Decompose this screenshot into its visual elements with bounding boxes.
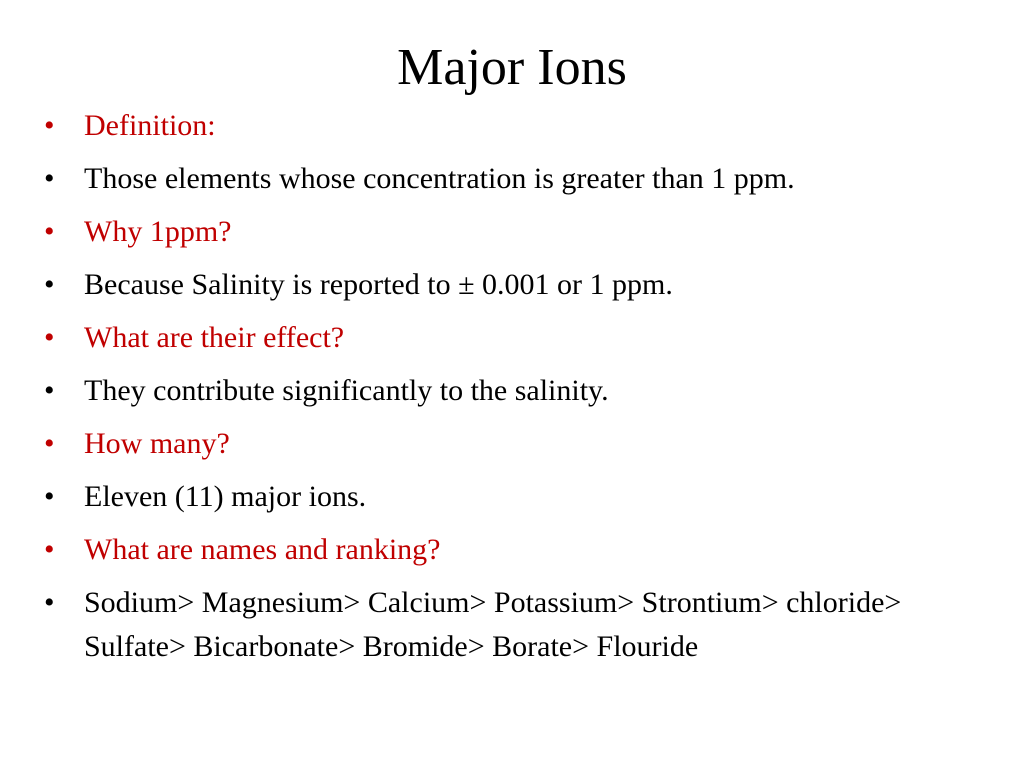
bullet-item — [44, 422, 984, 466]
bullet-text: Because Salinity is reported to ± 0.001 or 1 ppm. — [84, 268, 673, 301]
bullet-item — [44, 263, 984, 307]
slide-title: Major Ions — [397, 39, 627, 96]
bullet-list — [44, 104, 984, 678]
bullet-item — [44, 528, 984, 572]
bullet-item — [44, 475, 984, 519]
bullet-item — [44, 581, 984, 669]
bullet-item — [44, 104, 984, 148]
bullet-item — [44, 369, 984, 413]
bullet-dot-icon: • — [44, 215, 55, 248]
bullet-dot-icon: • — [44, 533, 55, 566]
bullet-dot-icon: • — [44, 162, 55, 195]
bullet-item — [44, 157, 984, 201]
bullet-text: What are names and ranking? — [84, 533, 441, 566]
bullet-text: Eleven (11) major ions. — [84, 480, 367, 513]
bullet-text: Why 1ppm? — [84, 215, 232, 248]
bullet-dot-icon: • — [44, 427, 55, 460]
bullet-item — [44, 316, 984, 360]
bullet-dot-icon: • — [44, 586, 55, 619]
bullet-text: They contribute significantly to the salinity. — [84, 374, 609, 407]
bullet-text: Those elements whose concentration is greater than 1 ppm. — [84, 162, 795, 195]
bullet-dot-icon: • — [44, 321, 55, 354]
bullet-dot-icon: • — [44, 268, 55, 301]
bullet-dot-icon: • — [44, 109, 55, 142]
bullet-item — [44, 210, 984, 254]
bullet-text: How many? — [84, 427, 230, 460]
bullet-text: Definition: — [84, 109, 216, 142]
bullet-text: Sodium> Magnesium> Calcium> Potassium> Strontium> chloride> Sulfate> Bicarbonate> Bromide> Borate> Flouride — [84, 586, 902, 663]
bullet-dot-icon: • — [44, 480, 55, 513]
bullet-dot-icon: • — [44, 374, 55, 407]
bullet-text: What are their effect? — [84, 321, 345, 354]
